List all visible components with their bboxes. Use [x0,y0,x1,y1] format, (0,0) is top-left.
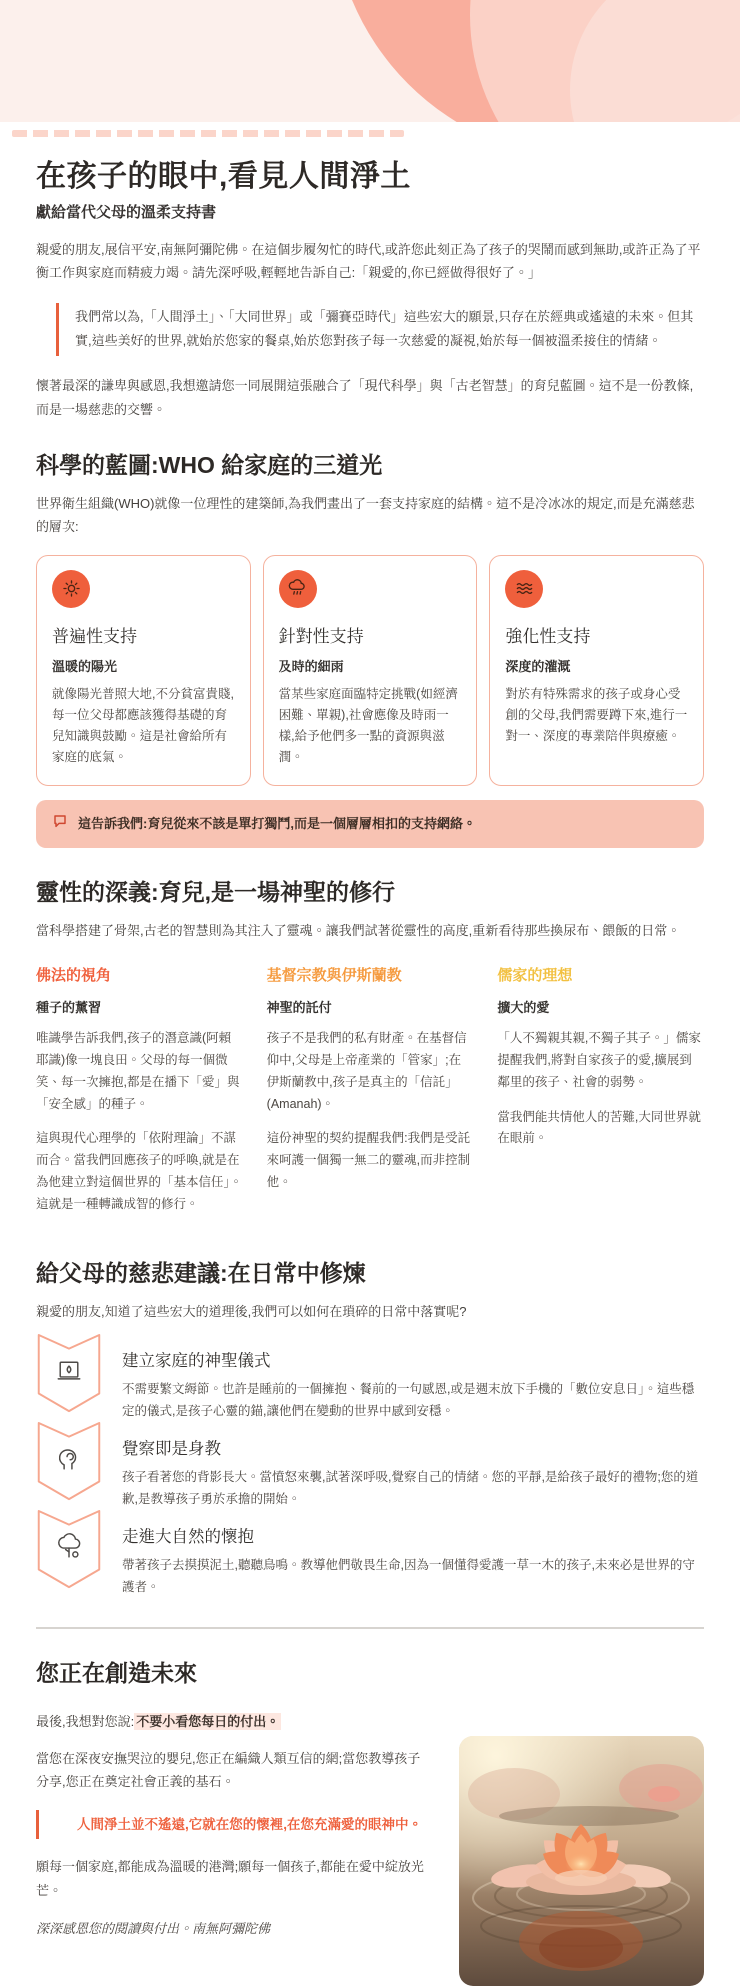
advice-body: 不需要繁文縟節。也許是睡前的一個擁抱、餐前的一句感恩,或是週末放下手機的「數位安息日」。這些穩定的儀式,是孩子心靈的錨,讓他們在變動的世界中感到安穩。 [122,1382,695,1419]
column-paragraph: 這與現代心理學的「依附理論」不謀而合。當我們回應孩子的呼喚,就是在為他建立對這個世界的「基本信任」。這就是一種轉識成智的修行。 [36,1131,243,1212]
future-paragraph-1 [36,1710,429,1733]
speech-bubble-icon [52,813,68,834]
article [0,151,740,1986]
callout-text: 這告訴我們:育兒從來不該是單打獨鬥,而是一個層層相扣的支持網絡。 [78,815,476,831]
hero-banner [0,0,740,122]
section-heading-future: 您正在創造未來 [36,1659,197,1686]
future-p1-prefix: 最後,我想對您說: [36,1713,135,1729]
lead-blockquote: 我們常以為,「人間淨土」、「大同世界」或「彌賽亞時代」這些宏大的願景,只存在於經典或遙遠的未來。但其實,這些美好的世界,就始於您家的餐桌,始於您對孩子每一次慈愛的凝視,始於每一個被溫柔接住的情緒。 [56,303,704,356]
advice-title: 建立家庭的神聖儀式 [122,1352,271,1371]
advice-body: 帶著孩子去摸摸泥土,聽聽鳥鳴。教導他們敬畏生命,因為一個懂得愛護一草一木的孩子,未來必是世界的守護者。 [122,1557,695,1594]
card-title: 強化性支持 [505,626,591,646]
signoff-text: 深深感恩您的閱讀與付出。南無阿彌陀佛 [36,1921,271,1937]
advice-title: 覺察即是身教 [122,1440,221,1459]
card-universal-support [36,555,251,786]
sun-icon [52,570,90,608]
advice-body: 孩子看著您的背影長大。當憤怒來襲,試著深呼吸,覺察自己的情緒。您的平靜,是給孩子最好的禮物;您的道歉,是教導孩子勇於承擔的開始。 [122,1470,699,1506]
card-body: 對於有特殊需求的孩子或身心受創的父母,我們需要蹲下來,進行一對一、深度的專業陪伴與療癒。 [505,686,688,744]
mindful-head-icon [36,1421,102,1503]
card-title: 針對性支持 [278,626,364,646]
intro-paragraph: 親愛的朋友,展信平安,南無阿彌陀佛。在這個步履匆忙的時代,或許您此刻正為了孩子的哭鬧而感到無助,或許正為了平衡工作與家庭而精疲力竭。請先深呼吸,輕輕地告訴自己:「親愛的,你已經做得很好了。」 [36,242,701,281]
tradition-columns [36,954,704,1229]
card-body: 就像陽光普照大地,不分貧富貴賤,每一位父母都應該獲得基礎的育兒知識與鼓勵。這是社會給所有家庭的底氣。 [52,686,234,765]
waves-icon [505,570,543,608]
advice-list [36,1335,704,1598]
nature-tree-icon [36,1509,102,1591]
column-subheading: 擴大的愛 [497,999,550,1015]
future-quote: 人間淨土並不遙遠,它就在您的懷裡,在您充滿愛的眼神中。 [36,1810,429,1840]
column-heading: 基督宗教與伊斯蘭教 [266,966,402,984]
column-heading: 儒家的理想 [497,966,573,984]
section-divider [36,1627,704,1629]
card-intensive-support [489,555,704,786]
hero-blob-corner [570,0,740,122]
card-subtitle: 深度的灌溉 [505,658,571,674]
column-abrahamic [267,954,474,1229]
column-paragraph: 這份神聖的契約提醒我們:我們是受託來呵護一個獨一無二的靈魂,而非控制他。 [266,1131,471,1190]
advice-lead: 親愛的朋友,知道了這些宏大的道理後,我們可以如何在瑣碎的日常中落實呢? [36,1303,467,1319]
advice-item-nature [36,1511,704,1599]
column-paragraph: 孩子不是我們的私有財產。在基督信仰中,父母是上帝產業的「管家」;在伊斯蘭教中,孩子是真主的「信託」(Amanah)。 [266,1030,467,1111]
future-text-column [36,1696,429,1986]
column-paragraph: 「人不獨親其親,不獨子其子。」儒家提醒我們,將對自家孩子的愛,擴展到鄰里的孩子、社會的弱勢。 [497,1030,701,1089]
section-heading-advice: 給父母的慈悲建議:在日常中修煉 [36,1259,366,1286]
card-targeted-support [263,555,478,786]
intro-paragraph-2: 懷著最深的謙卑與感恩,我想邀請您一同展開這張融合了「現代科學」與「古老智慧」的育兒藍圖。這不是一份教條,而是一場慈悲的交響。 [36,378,694,417]
column-heading: 佛法的視角 [36,966,112,984]
card-subtitle: 溫暖的陽光 [52,658,118,674]
future-paragraph-3: 願每一個家庭,都能成為溫暖的港灣;願每一個孩子,都能在愛中綻放光芒。 [36,1859,424,1898]
column-confucian [497,954,704,1229]
card-title: 普遍性支持 [52,626,137,646]
support-cards [36,555,704,786]
card-body: 當某些家庭面臨特定挑戰(如經濟困難、單親),社會應像及時雨一樣,給予他們多一點的資源與滋潤。 [278,686,458,765]
card-subtitle: 及時的細雨 [278,658,344,674]
science-lead: 世界衛生組織(WHO)就像一位理性的建築師,為我們畫出了一套支持家庭的結構。這不是冷冰冰的規定,而是充滿慈悲的層次: [36,495,695,535]
advice-item-ritual [36,1335,704,1423]
advice-item-awareness [36,1423,704,1511]
column-paragraph: 唯識學告訴我們,孩子的潛意識(阿賴耶識)像一塊良田。父母的每一個微笑、每一次擁抱,都是在播下「愛」與「安全感」的種子。 [36,1030,240,1111]
key-message-callout [36,800,704,848]
future-p1-highlight: 不要小看您每日的付出。 [136,1713,280,1729]
lotus-photo [459,1736,704,1986]
rain-cloud-icon [279,570,317,608]
column-paragraph: 當我們能共情他人的苦難,大同世界就在眼前。 [497,1109,701,1146]
decorative-tick-strip [12,130,404,137]
section-heading-spirit: 靈性的深義:育兒,是一場神聖的修行 [36,878,396,905]
column-subheading: 神聖的託付 [266,999,332,1015]
future-section [36,1696,704,1986]
section-heading-science: 科學的藍圖:WHO 給家庭的三道光 [36,451,383,478]
page-title: 在孩子的眼中,看見人間淨土 [36,160,411,193]
spirit-lead: 當科學搭建了骨架,古老的智慧則為其注入了靈魂。讓我們試著從靈性的高度,重新看待那些換尿布、餵飯的日常。 [36,922,681,938]
column-buddhist [36,954,243,1229]
ritual-shrine-icon [36,1333,102,1415]
advice-title: 走進大自然的懷抱 [122,1527,254,1546]
column-subheading: 種子的薰習 [36,999,102,1015]
future-paragraph-2: 當您在深夜安撫哭泣的嬰兒,您正在編織人類互信的網;當您教導孩子分享,您正在奠定社會正義的基石。 [36,1750,421,1790]
page-subtitle: 獻給當代父母的溫柔支持書 [36,204,217,221]
